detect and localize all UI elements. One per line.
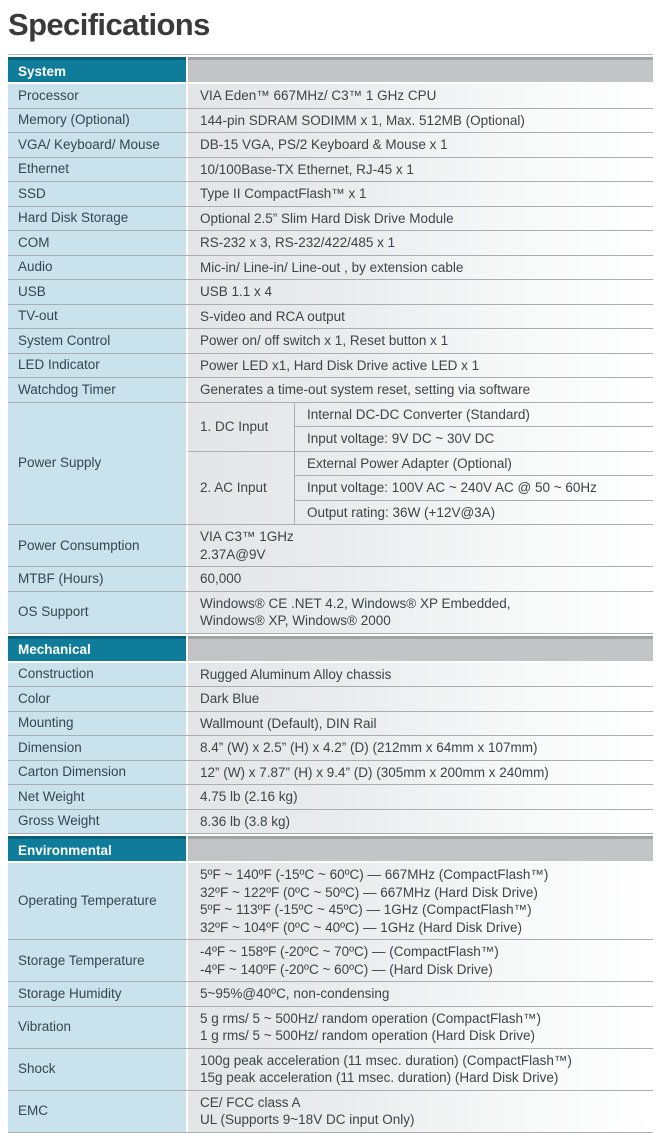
spec-label: Net Weight xyxy=(8,785,188,809)
spec-value-line: 32ºF ~ 122ºF (0ºC ~ 50ºC) — 667MHz (Hard Disk Drive) xyxy=(200,884,538,900)
power-detail-line: Input voltage: 9V DC ~ 30V DC xyxy=(307,431,495,446)
power-input-details xyxy=(295,403,653,451)
row-hard-disk-storage xyxy=(8,207,653,232)
spec-value xyxy=(188,663,653,687)
spec-label: USB xyxy=(8,280,188,304)
spec-value xyxy=(188,158,653,182)
row-tv-out xyxy=(8,305,653,330)
row-audio xyxy=(8,256,653,281)
spec-value xyxy=(188,863,653,939)
spec-value-line: -4ºF ~ 140ºF (-20ºC ~ 60ºC) — (Hard Disk Drive) xyxy=(200,961,493,977)
row-gross-weight xyxy=(8,810,653,835)
spec-value-line: S-video and RCA output xyxy=(200,308,345,324)
spec-value-line: Generates a time-out system reset, setting via software xyxy=(200,382,531,397)
spec-value-line: 5ºF ~ 113ºF (-15ºC ~ 45ºC) — 1GHz (CompactFlash™) xyxy=(200,902,532,917)
spec-value-line: 100g peak acceleration (11 msec. duration) (CompactFlash™) xyxy=(200,1052,572,1068)
spec-value xyxy=(188,207,653,231)
power-input-name: 2. AC Input xyxy=(188,452,295,525)
section-header-filler xyxy=(188,636,653,661)
row-power-consumption xyxy=(8,525,653,567)
spec-value-line: USB 1.1 x 4 xyxy=(200,284,273,299)
row-power-supply xyxy=(8,403,653,526)
spec-value xyxy=(188,761,653,785)
power-input-details xyxy=(295,452,653,525)
spec-label: OS Support xyxy=(8,592,188,633)
spec-value-line: 12” (W) x 7.87” (H) x 9.4” (D) (305mm x 200mm x 240mm) xyxy=(200,764,549,780)
spec-label: Operating Temperature xyxy=(8,863,188,939)
spec-value xyxy=(188,687,653,711)
spec-value-line: Windows® XP, Windows® 2000 xyxy=(200,613,391,628)
spec-value-line: 4.75 lb (2.16 kg) xyxy=(200,789,298,804)
page-title: Specifications xyxy=(8,7,210,42)
spec-label: Hard Disk Storage xyxy=(8,207,188,231)
section-title: Mechanical xyxy=(8,636,186,661)
spec-label: Carton Dimension xyxy=(8,761,188,785)
spec-value-line: Power LED x1, Hard Disk Drive active LED x 1 xyxy=(200,357,480,373)
power-detail-line: Internal DC-DC Converter (Standard) xyxy=(295,403,653,428)
row-usb xyxy=(8,280,653,305)
spec-label: EMC xyxy=(8,1091,188,1132)
spec-value xyxy=(188,592,653,633)
spec-value xyxy=(188,940,653,981)
spec-label: Gross Weight xyxy=(8,810,188,834)
spec-label: TV-out xyxy=(8,305,188,329)
spec-label: Audio xyxy=(8,256,188,280)
spec-label: Color xyxy=(8,687,188,711)
spec-value xyxy=(188,305,653,329)
row-ssd xyxy=(8,182,653,207)
spec-value-line: 5~95%@40ºC, non-condensing xyxy=(200,986,390,1001)
spec-label: Vibration xyxy=(8,1007,188,1048)
spec-label: MTBF (Hours) xyxy=(8,567,188,591)
section-header-filler xyxy=(188,836,653,861)
power-detail-line: Input voltage: 100V AC ~ 240V AC @ 50 ~ 60Hz xyxy=(295,476,653,501)
spec-value-line: 1 g rms/ 5 ~ 500Hz/ random operation (Hard Disk Drive) xyxy=(200,1028,536,1043)
spec-value xyxy=(188,378,653,402)
spec-value-line: 8.4” (W) x 2.5” (H) x 4.2” (D) (212mm x 64mm x 107mm) xyxy=(200,740,538,755)
spec-value-line: VIA Eden™ 667MHz/ C3™ 1 GHz CPU xyxy=(200,88,437,103)
spec-label: VGA/ Keyboard/ Mouse xyxy=(8,133,188,157)
row-operating-temperature xyxy=(8,863,653,940)
row-net-weight xyxy=(8,785,653,810)
spec-value xyxy=(188,810,653,834)
spec-value-line: Wallmount (Default), DIN Rail xyxy=(200,715,377,731)
spec-label: LED Indicator xyxy=(8,354,188,378)
spec-value xyxy=(188,354,653,378)
row-led-indicator xyxy=(8,354,653,379)
spec-label: Power Supply xyxy=(8,403,188,525)
spec-value xyxy=(188,736,653,760)
spec-value xyxy=(188,712,653,736)
row-shock xyxy=(8,1049,653,1091)
spec-value-line: 144-pin SDRAM SODIMM x 1, Max. 512MB (Optional) xyxy=(200,112,525,128)
spec-value xyxy=(188,109,653,133)
spec-label: SSD xyxy=(8,182,188,206)
row-ethernet xyxy=(8,158,653,183)
spec-value-line: Type II CompactFlash™ x 1 xyxy=(200,186,367,201)
power-supply-group-dc xyxy=(188,403,653,452)
power-supply-group-ac xyxy=(188,452,653,525)
spec-value-line: UL (Supports 9~18V DC input Only) xyxy=(200,1112,415,1127)
row-memory xyxy=(8,109,653,134)
spec-value xyxy=(188,84,653,108)
spec-label: Memory (Optional) xyxy=(8,109,188,133)
power-supply-groups xyxy=(188,403,653,525)
power-input-name: 1. DC Input xyxy=(188,403,295,451)
spec-value-line: RS-232 x 3, RS-232/422/485 x 1 xyxy=(200,235,396,250)
section-header-environmental xyxy=(8,836,653,861)
spec-label: Watchdog Timer xyxy=(8,378,188,402)
spec-value xyxy=(188,1007,653,1048)
spec-value-line: Mic-in/ Line-in/ Line-out , by extension cable xyxy=(200,259,464,275)
spec-label: Power Consumption xyxy=(8,525,188,566)
spec-value xyxy=(188,525,653,566)
spec-value xyxy=(188,256,653,280)
row-dimension xyxy=(8,736,653,761)
spec-value-line: 60,000 xyxy=(200,571,242,586)
spec-label: Shock xyxy=(8,1049,188,1090)
row-os-support xyxy=(8,592,653,634)
row-system-control xyxy=(8,329,653,354)
spec-value-line: Rugged Aluminum Alloy chassis xyxy=(200,666,392,682)
row-color xyxy=(8,687,653,712)
row-emc xyxy=(8,1091,653,1133)
spec-value xyxy=(188,133,653,157)
spec-value-line: DB-15 VGA, PS/2 Keyboard & Mouse x 1 xyxy=(200,137,448,152)
spec-label: Storage Humidity xyxy=(8,982,188,1006)
row-processor xyxy=(8,84,653,109)
spec-value xyxy=(188,1091,653,1132)
spec-value-line: 15g peak acceleration (11 msec. duration) (Hard Disk Drive) xyxy=(200,1070,559,1085)
section-title: Environmental xyxy=(8,836,186,861)
spec-label: COM xyxy=(8,231,188,255)
section-header-system xyxy=(8,57,653,82)
power-detail-line: Output rating: 36W (+12V@3A) xyxy=(307,504,496,520)
spec-value xyxy=(188,567,653,591)
spec-label: Dimension xyxy=(8,736,188,760)
section-header-filler xyxy=(188,57,653,82)
spec-label: Processor xyxy=(8,84,188,108)
spec-table xyxy=(8,54,653,1133)
spec-value-line: Windows® CE .NET 4.2, Windows® XP Embedded, xyxy=(200,595,511,611)
power-detail-line: External Power Adapter (Optional) xyxy=(295,452,653,477)
spec-label: System Control xyxy=(8,329,188,353)
spec-value-line: 10/100Base-TX Ethernet, RJ-45 x 1 xyxy=(200,161,414,177)
spec-label: Mounting xyxy=(8,712,188,736)
spec-value-line: Optional 2.5” Slim Hard Disk Drive Module xyxy=(200,210,454,226)
row-construction xyxy=(8,663,653,688)
spec-value-line: 8.36 lb (3.8 kg) xyxy=(200,813,291,829)
spec-value xyxy=(188,182,653,206)
section-title: System xyxy=(8,57,186,82)
spec-value-line: Dark Blue xyxy=(200,691,260,706)
spec-value xyxy=(188,280,653,304)
spec-value-line: Power on/ off switch x 1, Reset button x 1 xyxy=(200,333,449,348)
row-com xyxy=(8,231,653,256)
spec-value xyxy=(188,329,653,353)
spec-value-line: 5ºF ~ 140ºF (-15ºC ~ 60ºC) — 667MHz (CompactFlash™) xyxy=(200,867,549,882)
power-supply-nested-table xyxy=(188,403,653,525)
row-storage-temperature xyxy=(8,940,653,982)
row-mtbf xyxy=(8,567,653,592)
spec-value-line: 2.37A@9V xyxy=(200,546,266,562)
row-mounting xyxy=(8,712,653,737)
spec-value-line: 32ºF ~ 104ºF (0ºC ~ 40ºC) — 1GHz (Hard Disk Drive) xyxy=(200,919,523,935)
section-header-mechanical xyxy=(8,636,653,661)
row-watchdog-timer xyxy=(8,378,653,403)
row-vibration xyxy=(8,1007,653,1049)
spec-value-line: CE/ FCC class A xyxy=(200,1094,301,1110)
spec-value xyxy=(188,982,653,1006)
spec-label: Storage Temperature xyxy=(8,940,188,981)
row-storage-humidity xyxy=(8,982,653,1007)
spec-value xyxy=(188,231,653,255)
spec-label: Construction xyxy=(8,663,188,687)
spec-label: Ethernet xyxy=(8,158,188,182)
spec-value xyxy=(188,785,653,809)
row-vga-keyboard-mouse xyxy=(8,133,653,158)
spec-value-line: -4ºF ~ 158ºF (-20ºC ~ 70ºC) — (CompactFlash™) xyxy=(200,944,499,959)
spec-value-line: 5 g rms/ 5 ~ 500Hz/ random operation (CompactFlash™) xyxy=(200,1010,542,1026)
row-carton-dimension xyxy=(8,761,653,786)
spec-value-line: VIA C3™ 1GHz xyxy=(200,529,294,544)
spec-value xyxy=(188,1049,653,1090)
